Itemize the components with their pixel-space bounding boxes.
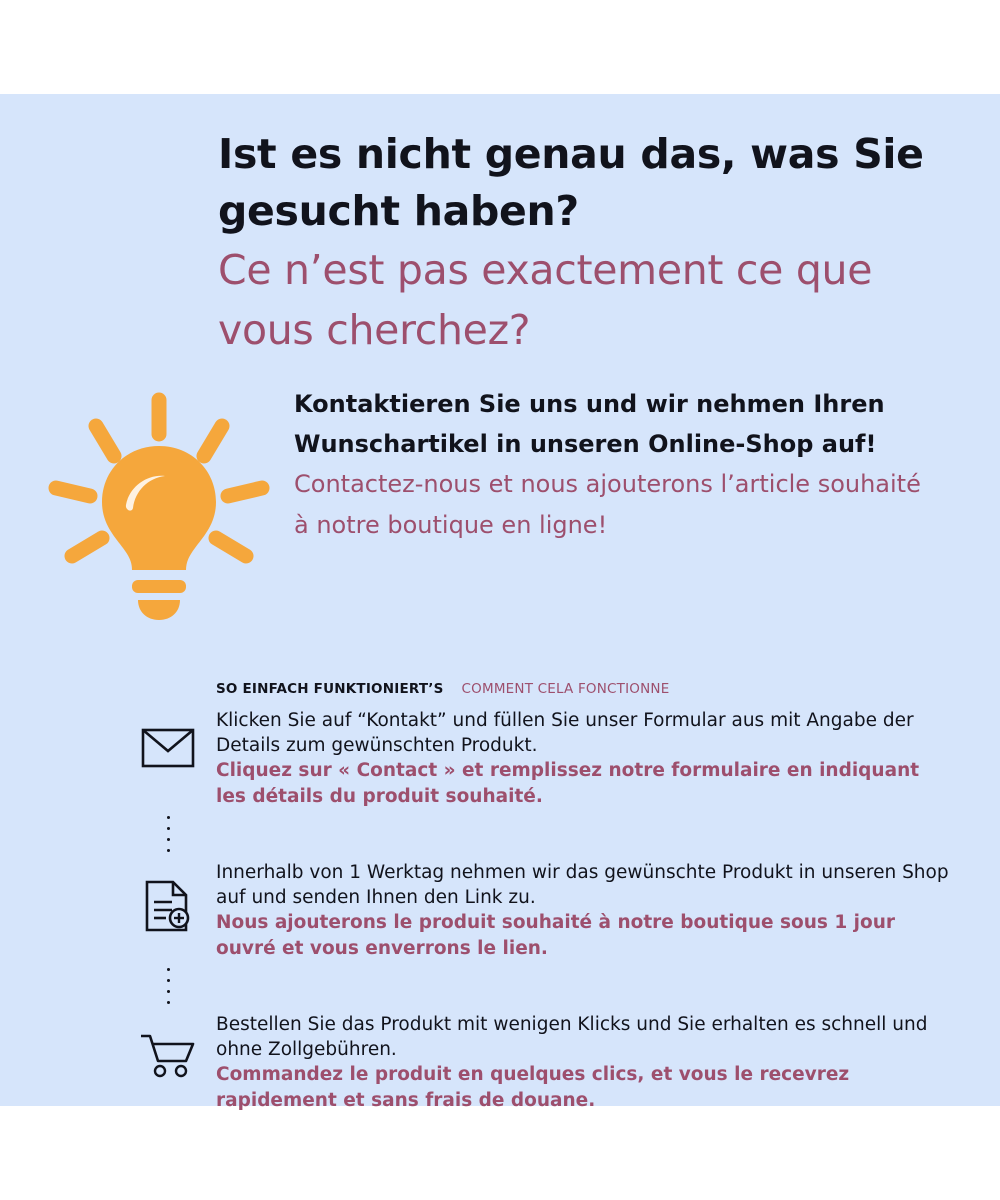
document-add-icon bbox=[120, 858, 216, 932]
subhead-fr: Contactez-nous et nous ajouterons l’article souhaité à notre boutique en ligne! bbox=[294, 470, 921, 539]
envelope-icon bbox=[120, 706, 216, 768]
subhead-de: Kontaktieren Sie uns und wir nehmen Ihren Wunschartikel in unseren Online-Shop auf! bbox=[294, 390, 885, 458]
connector-dot bbox=[167, 827, 170, 830]
step-text bbox=[216, 858, 950, 962]
step-fr: Commandez le produit en quelques clics, et vous le recevrez rapidement et sans frais de douane. bbox=[216, 1064, 850, 1111]
connector-dot bbox=[167, 990, 170, 993]
connector-dot bbox=[167, 968, 170, 971]
connector-dot bbox=[167, 849, 170, 852]
steps-list bbox=[120, 706, 950, 1114]
shopping-cart-icon bbox=[120, 1010, 216, 1078]
connector-dot bbox=[167, 816, 170, 819]
step-item bbox=[120, 706, 950, 810]
step-de: Klicken Sie auf “Kontakt” und füllen Sie unser Formular aus mit Angabe der Details zum gewünschten Produkt. bbox=[216, 710, 914, 756]
step-item bbox=[120, 858, 950, 962]
howto-label-de: SO EINFACH FUNKTIONIERT’S bbox=[216, 681, 444, 697]
connector-dot bbox=[167, 838, 170, 841]
connector-dot bbox=[167, 1001, 170, 1004]
step-text bbox=[216, 1010, 950, 1114]
step-de: Bestellen Sie das Produkt mit wenigen Klicks und Sie erhalten es schnell und ohne Zollgebühren. bbox=[216, 1014, 928, 1060]
headline-block bbox=[218, 126, 938, 360]
dotted-line bbox=[120, 962, 216, 1010]
connector-dot bbox=[167, 979, 170, 982]
step-item bbox=[120, 1010, 950, 1114]
step-fr: Nous ajouterons le produit souhaité à notre boutique sous 1 jour ouvré et vous enverrons le lien. bbox=[216, 912, 895, 959]
lightbulb-icon bbox=[34, 388, 284, 638]
subhead-block bbox=[294, 384, 934, 546]
step-connector bbox=[120, 810, 950, 858]
step-de: Innerhalb von 1 Werktag nehmen wir das gewünschte Produkt in unseren Shop auf und senden Ihnen den Link zu. bbox=[216, 862, 949, 908]
step-connector bbox=[120, 962, 950, 1010]
dotted-line bbox=[120, 810, 216, 858]
howto-label-fr: COMMENT CELA FONCTIONNE bbox=[461, 681, 670, 697]
step-text bbox=[216, 706, 950, 810]
howto-label-row bbox=[216, 681, 669, 697]
step-fr: Cliquez sur « Contact » et remplissez notre formulaire en indiquant les détails du produit souhaité. bbox=[216, 760, 920, 807]
headline-fr: Ce n’est pas exactement ce que vous cherchez? bbox=[218, 246, 873, 354]
headline-de: Ist es nicht genau das, was Sie gesucht haben? bbox=[218, 130, 924, 235]
